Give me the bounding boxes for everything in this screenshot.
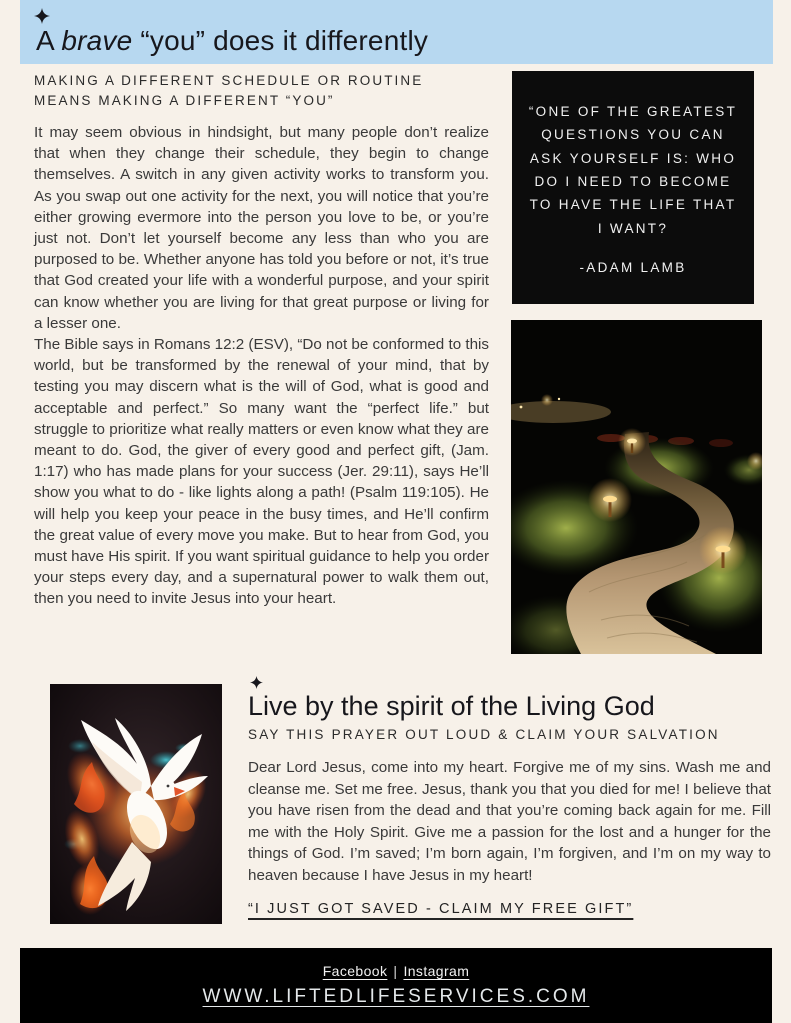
sparkle-icon bbox=[34, 8, 50, 24]
salvation-section bbox=[248, 676, 771, 918]
salvation-subtitle: SAY THIS PRAYER OUT LOUD & CLAIM YOUR SALVATION bbox=[248, 727, 720, 742]
quote-attribution: -ADAM LAMB bbox=[579, 260, 687, 276]
social-links-row bbox=[323, 963, 470, 979]
article-paragraph-1: It may seem obvious in hindsight, but many people don’t realize that when they change their schedule, they begin to change themselves. A switch in any given activity works to transform you. As you swap out one activity for the next, you will notice that you’re either growing evermore into the person you love to be, or you’re just not. Don’t let yourself become any less than who you are purposed to be. Whether anyone has told you before or not, it’s true that God created your life with a wonderful purpose, and your spirit can know whether you are living for that great purpose or living for a lesser one. bbox=[34, 124, 489, 332]
article-paragraph-2: The Bible says in Romans 12:2 (ESV), “Do not be conformed to this world, but be transformed by the renewal of your mind, that by testing you may discern what is the will of God, what is good and acceptable and perfect.” So many want the “perfect life.” but struggle to prioritize what really matters or even know what they are meant to do. God, the giver of every good and perfect gift, (Jam. 1:17) who has made plans for your success (Jer. 29:11), says He’ll show you what to do - like lights along a path! (Psalm 119:105). He will help you keep your peace in the busy times, and He’ll confirm the great value of every move you make. But to hear from God, you must have His spirit. If you want spiritual guidance to help you order your steps every day, and a supernatural power to walk them out, then you need to invite Jesus into your heart. bbox=[34, 336, 490, 608]
claim-free-gift-link[interactable]: “I JUST GOT SAVED - CLAIM MY FREE GIFT” bbox=[248, 901, 634, 917]
footer bbox=[20, 948, 772, 1023]
quote-box bbox=[512, 71, 754, 304]
title-suffix: “you” does it differently bbox=[132, 25, 429, 56]
salvation-title: Live by the spirit of the Living God bbox=[248, 691, 655, 721]
article-column bbox=[34, 71, 489, 610]
kicker-line-2: MEANS MAKING A DIFFERENT “YOU” bbox=[34, 93, 335, 108]
title-prefix: A bbox=[36, 25, 62, 56]
kicker-line-1: MAKING A DIFFERENT SCHEDULE OR ROUTINE bbox=[34, 73, 424, 88]
sparkle-icon bbox=[250, 676, 263, 689]
article-kicker bbox=[34, 71, 489, 111]
instagram-link[interactable]: Instagram bbox=[403, 963, 470, 979]
dove-fire-photo bbox=[50, 684, 222, 924]
salvation-prayer: Dear Lord Jesus, come into my heart. Forgive me of my sins. Wash me and cleanse me. Set me free. Jesus, thank you that you died for me! I believe that you have risen from the dead and that you’re coming back again for me. Fill me with the Holy Spirit. Give me a passion for the lost and a hunger for the things of God. I’m saved; I’m born again, I’m forgiven, and I’m on my way to heaven because I have Jesus in my heart! bbox=[248, 759, 771, 884]
facebook-link[interactable]: Facebook bbox=[322, 963, 388, 979]
title-italic-word: brave bbox=[61, 25, 133, 56]
page-title bbox=[36, 25, 428, 57]
quote-text: “ONE OF THE GREATEST QUESTIONS YOU CAN ASK YOURSELF IS: WHO DO I NEED TO BECOME TO HAVE THE LIFE THAT I WANT? bbox=[528, 103, 738, 236]
website-link[interactable]: WWW.LIFTEDLIFESERVICES.COM bbox=[202, 986, 590, 1007]
night-path-photo bbox=[511, 320, 762, 654]
social-separator: | bbox=[393, 963, 398, 979]
